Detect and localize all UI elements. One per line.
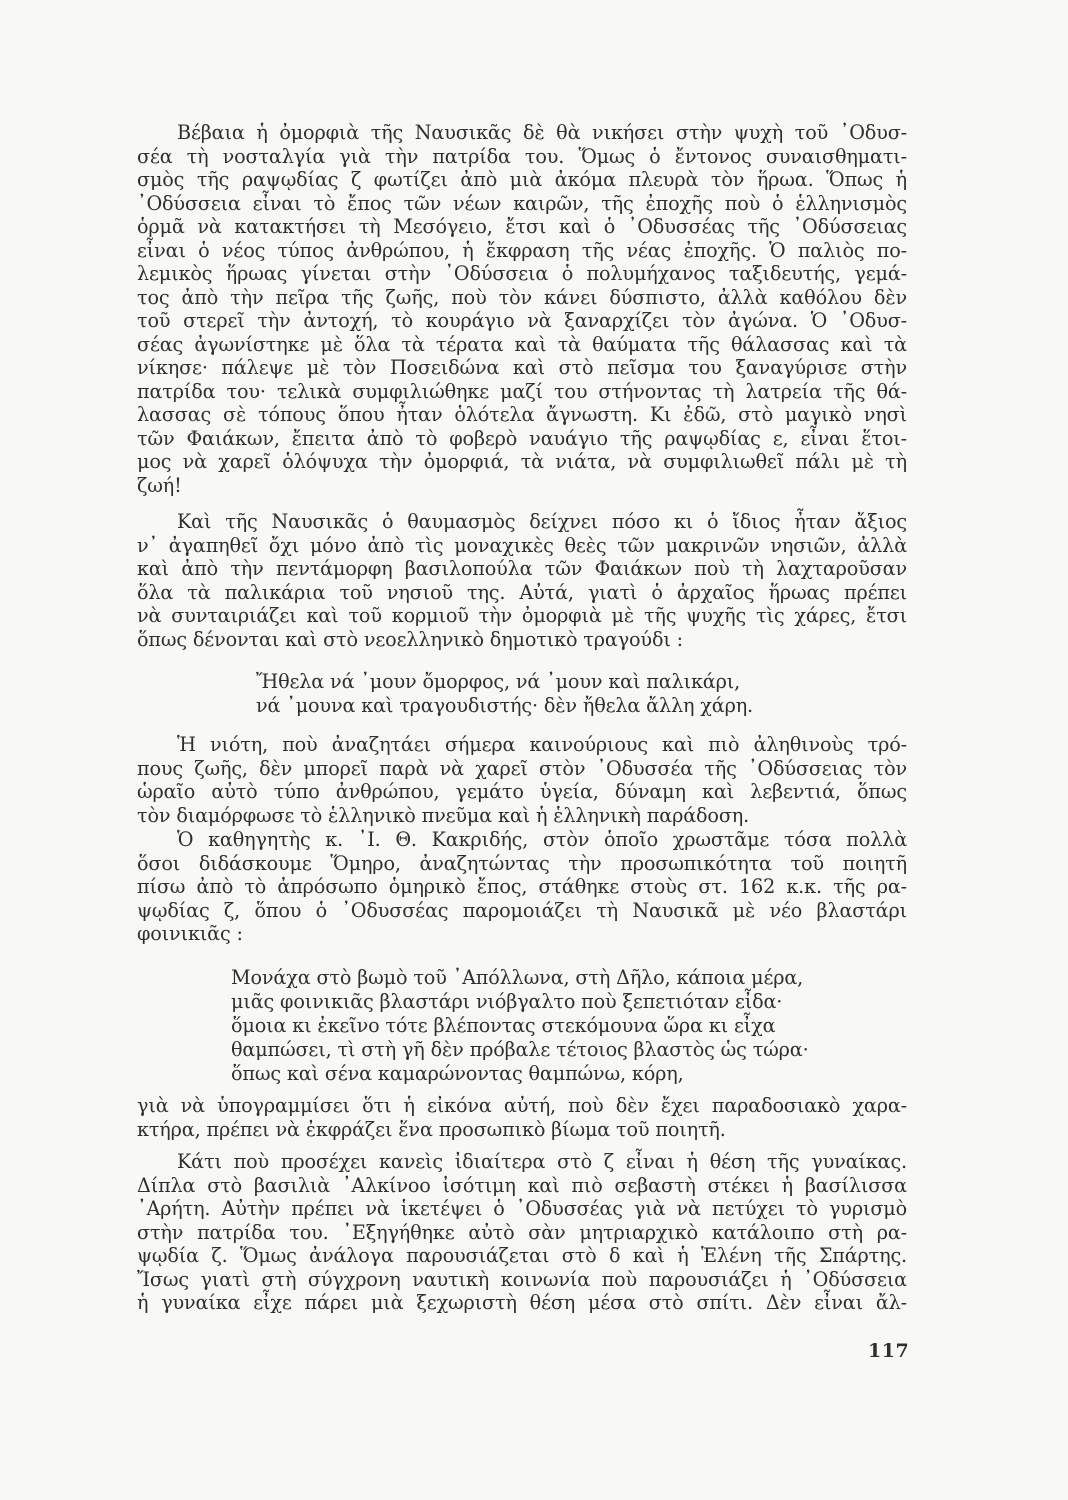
text-line: νὰ συνταιριάζει καὶ τοῦ κορμιοῦ τὴν ὀμορφιὰ μὲ τῆς ψυχῆς τὶς χάρες, ἔτσι [137,604,907,627]
text-line: ψῳδίας ζ, ὅπου ὁ ᾿Οδυσσέας παρομοιάζει τὴ Ναυσικᾶ μὲ νέο βλαστάρι [137,898,907,922]
verse-line: νά ᾿μουνα καὶ τραγουδιστής· δὲν ἤθελα ἄλλη χάρη. [256,694,754,717]
text-line: τος ἀπὸ τὴν πεῖρα τῆς ζωῆς, ποὺ τὸν κάνει δύσπιστο, ἀλλὰ καθόλου δὲν [137,285,907,309]
text-line: φοινικιᾶς : [137,922,243,945]
text-line: ὁρμᾶ νὰ κατακτήσει τὴ Μεσόγειο, ἔτσι καὶ ὁ ᾿Οδυσσέας τῆς ᾿Οδύσσειας [137,215,907,238]
text-line: ᾿Αρήτη. Αὐτὴν πρέπει νὰ ἱκετέψει ὁ ᾿Οδυσσέας γιὰ νὰ πετύχει τὸ γυρισμὸ [137,1197,907,1220]
text-line: Κάτι ποὺ προσέχει κανεὶς ἰδιαίτερα στὸ ζ εἶναι ἡ θέση τῆς γυναίκας. [177,1150,907,1173]
text-line: ὅλα τὰ παλικάρια τοῦ νησιοῦ της. Αὐτά, γιατὶ ὁ ἀρχαῖος ἥρωας πρέπει [137,580,907,604]
verse-line: Ἤθελα νά ᾿μουν ὄμορφος, νά ᾿μουν καὶ παλικάρι, [256,670,741,693]
verse-line: θαμπώσει, τὶ στὴ γῆ δὲν πρόβαλε τέτοιος βλαστὸς ὡς τώρα· [231,1038,809,1061]
text-line: λεμικὸς ἥρωας γίνεται στὴν ᾿Οδύσσεια ὁ πολυμήχανος ταξιδευτής, γεμά- [137,262,907,285]
folk-song-couplet [256,670,906,718]
text-line: ὅπως δένονται καὶ στὸ νεοελληνικὸ δημοτικὸ τραγούδι : [137,627,683,651]
paragraph-odysseus-nostalgia [137,121,907,497]
text-line: Καὶ τῆς Ναυσικᾶς ὁ θαυμασμὸς δείχνει πόσο κι ὁ ἴδιος ἦταν ἄξιος [177,510,907,533]
paragraph-youth [137,733,907,827]
text-line: σέα τὴ νοσταλγία γιὰ τὴν πατρίδα του. Ὅμως ὁ ἔντονος συναισθηματι- [137,144,907,168]
text-line: νίκησε· πάλεψε μὲ τὸν Ποσειδώνα καὶ στὸ πεῖσμα του ξαναγύρισε στὴν [137,356,907,379]
text-line: γιὰ νὰ ὑπογραμμίσει ὅτι ἡ εἰκόνα αὐτή, ποὺ δὲν ἔχει παραδοσιακὸ χαρα- [137,1094,907,1117]
text-line: ὡραῖο αὐτὸ τύπο ἀνθρώπου, γεμάτο ὑγεία, δύναμη καὶ λεβεντιά, ὅπως [137,780,907,803]
text-line: Ὁ καθηγητὴς κ. ᾿Ι. Θ. Κακριδής, στὸν ὁποῖο χρωστᾶμε τόσα πολλὰ [177,828,907,851]
paragraph-nausicaa-admiration [137,510,907,651]
text-line: εἶναι ὁ νέος τύπος ἀνθρώπου, ἡ ἔκφραση τῆς νέας ἐποχῆς. Ὁ παλιὸς πο- [137,238,907,262]
paragraph-personal-experience [137,1094,907,1141]
verse-line: μιᾶς φοινικιᾶς βλαστάρι νιόβγαλτο ποὺ ξεπετιόταν εἶδα· [231,990,783,1013]
text-line: στὴν πατρίδα του. ᾿Εξηγήθηκε αὐτὸ σὰν μητριαρχικὸ κατάλοιπο στὴ ρα- [137,1220,907,1244]
paragraph-kakridis [137,828,907,946]
text-line: τὸν διαμόρφωσε τὸ ἑλληνικὸ πνεῦμα καὶ ἡ ἑλληνικὴ παράδοση. [137,803,750,827]
text-line: κτήρα, πρέπει νὰ ἐκφράζει ἕνα προσωπικὸ βίωμα τοῦ ποιητῆ. [137,1117,726,1141]
page-number: 117 [868,1340,910,1362]
text-line: Βέβαια ἡ ὀμορφιὰ τῆς Ναυσικᾶς δὲ θὰ νικήσει στὴν ψυχὴ τοῦ ᾿Οδυσ- [177,121,907,144]
text-line: ὅσοι διδάσκουμε Ὅμηρο, ἀναζητώντας τὴν προσωπικότητα τοῦ ποιητῆ [137,851,907,875]
text-line: ζωή! [137,473,182,497]
text-line: πίσω ἀπὸ τὸ ἀπρόσωπο ὁμηρικὸ ἔπος, στάθηκε στοὺς στ. 162 κ.κ. τῆς ρα- [137,875,907,898]
homeric-verse-quotation [231,966,881,1086]
text-line: τῶν Φαιάκων, ἔπειτα ἀπὸ τὸ φοβερὸ ναυάγιο τῆς ραψῳδίας ε, εἶναι ἕτοι- [137,426,907,450]
text-line: ν᾿ ἀγαπηθεῖ ὄχι μόνο ἀπὸ τὶς μοναχικὲς θεὲς τῶν μακρινῶν νησιῶν, ἀλλὰ [137,533,907,557]
verse-line: ὅμοια κι ἐκεῖνο τότε βλέποντας στεκόμουνα ὥρα κι εἶχα [231,1014,776,1037]
text-line: πους ζωῆς, δὲν μπορεῖ παρὰ νὰ χαρεῖ στὸν ᾿Οδυσσέα τῆς ᾿Οδύσσειας τὸν [137,756,907,780]
text-line: ἡ γυναίκα εἶχε πάρει μιὰ ξεχωριστὴ θέση μέσα στὸ σπίτι. Δὲν εἶναι ἄλ- [137,1291,907,1314]
paragraph-women-position [137,1150,907,1315]
text-line: ψῳδία ζ. Ὅμως ἀνάλογα παρουσιάζεται στὸ δ καὶ ἡ Ἑλένη τῆς Σπάρτης. [137,1244,907,1267]
text-line: μος νὰ χαρεῖ ὁλόψυχα τὴν ὀμορφιά, τὰ νιάτα, νὰ συμφιλιωθεῖ πάλι μὲ τὴ [137,450,907,473]
verse-line: ὅπως καὶ σένα καμαρώνοντας θαμπώνω, κόρη, [231,1062,684,1085]
text-line: Δίπλα στὸ βασιλιὰ ᾿Αλκίνοο ἰσότιμη καὶ πιὸ σεβαστὴ στέκει ἡ βασίλισσα [137,1173,907,1197]
text-line: τοῦ στερεῖ τὴν ἀντοχή, τὸ κουράγιο νὰ ξαναρχίζει τὸν ἀγώνα. Ὁ ᾿Οδυσ- [137,309,907,332]
text-line: πατρίδα του· τελικὰ συμφιλιώθηκε μαζί του στήνοντας τὴ λατρεία τῆς θά- [137,379,907,403]
text-line: Ἡ νιότη, ποὺ ἀναζητάει σήμερα καινούριους καὶ πιὸ ἀληθινοὺς τρό- [177,733,907,756]
text-line: σμὸς τῆς ραψῳδίας ζ φωτίζει ἀπὸ μιὰ ἀκόμα πλευρὰ τὸν ἥρωα. Ὅπως ἡ [137,168,907,191]
text-line: Ἴσως γιατὶ στὴ σύγχρονη ναυτικὴ κοινωνία ποὺ παρουσιάζει ἡ ᾿Οδύσσεια [137,1267,907,1291]
text-line: καὶ ἀπὸ τὴν πεντάμορφη βασιλοπούλα τῶν Φαιάκων ποὺ τὴ λαχταροῦσαν [137,557,907,580]
text-line: σέας ἀγωνίστηκε μὲ ὅλα τὰ τέρατα καὶ τὰ θαύματα τῆς θάλασσας καὶ τὰ [137,332,907,356]
text-line: ᾿Οδύσσεια εἶναι τὸ ἔπος τῶν νέων καιρῶν, τῆς ἐποχῆς ποὺ ὁ ἑλληνισμὸς [137,191,907,215]
text-line: λασσας σὲ τόπους ὅπου ἦταν ὁλότελα ἄγνωστη. Κι ἐδῶ, στὸ μαγικὸ νησὶ [137,403,907,426]
verse-line: Μονάχα στὸ βωμὸ τοῦ ᾿Απόλλωνα, στὴ Δῆλο, κάποια μέρα, [231,966,804,989]
